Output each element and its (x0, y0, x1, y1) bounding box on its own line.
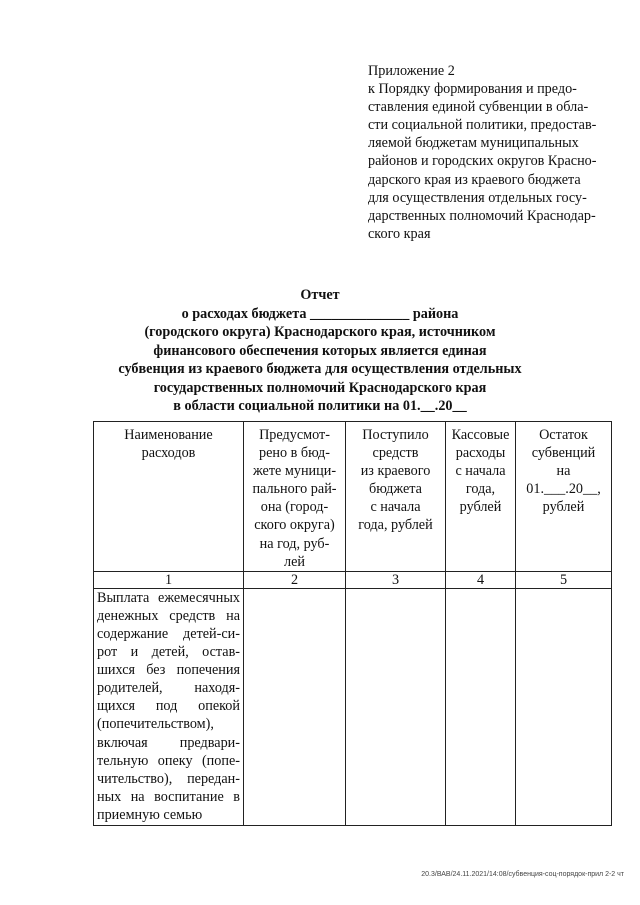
report-title-line: о расходах бюджета ______________ района (181, 305, 459, 322)
column-number-row (94, 571, 612, 588)
appendix-line: Приложение 2 (368, 63, 455, 79)
expense-description-cell: Выплата ежемесячных денежных средств на содержание детей-си- рот и детей, остав- шихся без попечения родителей, находя- щихся под опекой (попечительством), включая предвари- тельную опеку (попе- чительство), передан- ных на воспитание в приемную семью (94, 588, 244, 825)
appendix-line: ставления единой субвенции в обла- (368, 99, 589, 116)
document-footer: 20.3/ВАВ/24.11.2021/14:08/субвенция-соц-порядок-прил 2-2 чт (421, 871, 624, 878)
planned-value-cell (244, 588, 346, 825)
appendix-line: для осуществления отдельных госу- (368, 189, 587, 206)
appendix-line: ляемой бюджетам муниципальных (368, 135, 579, 152)
report-title-line: (городского округа) Краснодарского края, источником (144, 324, 496, 340)
report-title-line: государственных полномочий Краснодарского края (153, 379, 487, 396)
report-table (93, 421, 612, 826)
header-cell-planned: Предусмот- рено в бюд- жете муници- пального рай- она (город- ского округа) на год, руб- лей (244, 422, 346, 572)
header-cell-received: Поступило средств из краевого бюджета с начала года, рублей (346, 422, 446, 572)
column-number: 1 (94, 571, 244, 588)
appendix-line: дарского края из краевого бюджета (368, 171, 581, 188)
header-cell-name: Наименование расходов (94, 422, 244, 572)
report-title-line: Отчет (300, 287, 340, 303)
report-title-line: финансового обеспечения которых является единая (153, 342, 487, 359)
column-number: 4 (446, 571, 516, 588)
column-number: 3 (346, 571, 446, 588)
balance-value-cell (516, 588, 612, 825)
column-number: 2 (244, 571, 346, 588)
report-title-line: в области социальной политики на 01.__.20__ (173, 398, 467, 414)
table-row (94, 588, 612, 825)
table-header-row (94, 422, 612, 572)
appendix-line: районов и городских округов Красно- (368, 153, 597, 170)
appendix-line: ского края (368, 225, 431, 242)
appendix-block (368, 62, 612, 243)
appendix-line: к Порядку формирования и предо- (368, 81, 577, 98)
appendix-line: сти социальной политики, предостав- (368, 117, 597, 134)
received-value-cell (346, 588, 446, 825)
report-title (60, 286, 580, 416)
cash-expenses-value-cell (446, 588, 516, 825)
header-cell-balance: Остаток субвенций на 01.___.20__, рублей (516, 422, 612, 572)
column-number: 5 (516, 571, 612, 588)
appendix-line: дарственных полномочий Краснодар- (368, 207, 596, 224)
report-title-line: субвенция из краевого бюджета для осуществления отдельных (118, 361, 522, 377)
header-cell-cash-expenses: Кассовые расходы с начала года, рублей (446, 422, 516, 572)
